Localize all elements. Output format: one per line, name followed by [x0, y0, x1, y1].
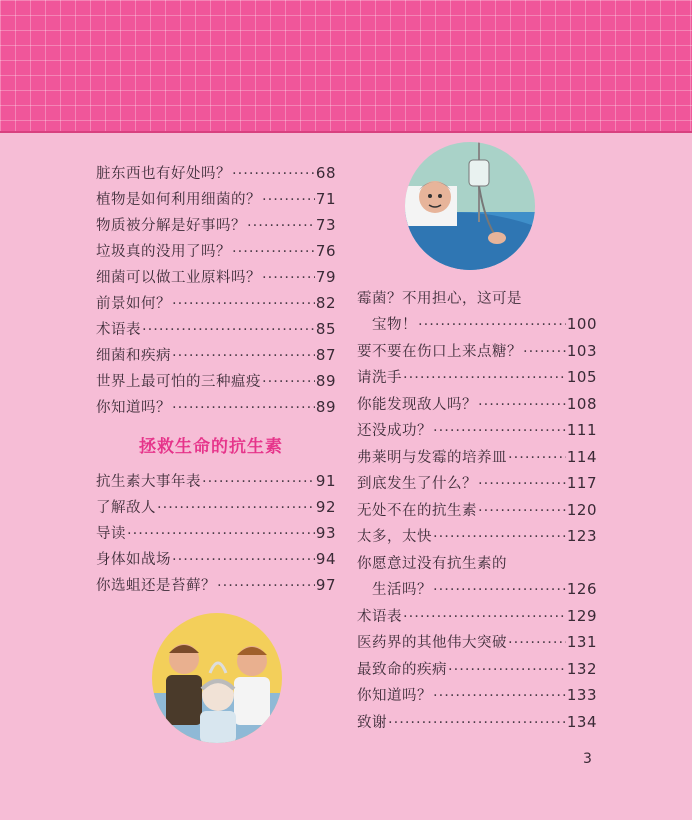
toc-entry[interactable]: [357, 419, 597, 440]
toc-entry[interactable]: [96, 344, 336, 365]
toc-leader-dots: [202, 474, 315, 490]
toc-entry-page: 132: [566, 660, 597, 678]
toc-entry-title: 弗莱明与发霉的培养皿: [357, 450, 507, 466]
toc-entry-title: 医药界的其他伟大突破: [357, 635, 507, 651]
toc-entry-title: 无处不在的抗生素: [357, 503, 477, 519]
toc-entry[interactable]: [96, 266, 336, 287]
toc-entry-title: 宝物！: [372, 317, 417, 333]
toc-entry-page: 91: [315, 472, 336, 490]
toc-entry-title: 你能发现敌人吗？: [357, 397, 477, 413]
toc-entry[interactable]: [96, 548, 336, 569]
toc-leader-dots: [478, 503, 566, 519]
toc-entry-page: 129: [566, 607, 597, 625]
toc-entry[interactable]: [357, 684, 597, 705]
toc-leader-dots: [172, 348, 315, 364]
toc-entry-title: 最致命的疾病: [357, 662, 447, 678]
toc-entry-page: 126: [566, 580, 597, 598]
toc-entry[interactable]: [357, 711, 597, 732]
toc-entry-title: 太多，太快: [357, 529, 432, 545]
toc-entry-page: 133: [566, 686, 597, 704]
toc-entry-title: 你选蛆还是苔藓？: [96, 578, 216, 594]
toc-leader-dots: [508, 450, 566, 466]
header-grid-band: [0, 0, 692, 133]
toc-entry[interactable]: [96, 396, 336, 417]
toc-entry[interactable]: [357, 472, 597, 493]
toc-entry-title: 致谢: [357, 715, 387, 731]
toc-leader-dots: [403, 370, 566, 386]
toc-entry-page: 94: [315, 550, 336, 568]
toc-entry[interactable]: [96, 318, 336, 339]
toc-entry[interactable]: [96, 470, 336, 491]
toc-entry[interactable]: [372, 578, 597, 599]
toc-entry-title: 术语表: [96, 322, 141, 338]
toc-entry-title: 植物是如何利用细菌的？: [96, 192, 261, 208]
toc-leader-dots: [247, 218, 315, 234]
page-number: 3: [583, 751, 592, 767]
toc-entry-page: 120: [566, 501, 597, 519]
toc-entry-page: 108: [566, 395, 597, 413]
toc-leader-dots: [403, 609, 566, 625]
toc-entry-title: 身体如战场: [96, 552, 171, 568]
toc-entry-page: 117: [566, 474, 597, 492]
toc-leader-dots: [127, 526, 315, 542]
toc-entry[interactable]: [96, 370, 336, 391]
toc-entry[interactable]: [357, 525, 597, 546]
toc-entry-title: 物质被分解是好事吗？: [96, 218, 246, 234]
toc-entry-page: 92: [315, 498, 336, 516]
toc-entry-page: 105: [566, 368, 597, 386]
toc-entry-page: 85: [315, 320, 336, 338]
toc-entry[interactable]: [96, 292, 336, 313]
toc-entry[interactable]: [96, 240, 336, 261]
toc-entry-page: 89: [315, 372, 336, 390]
toc-entry[interactable]: [372, 313, 597, 334]
toc-leader-dots: [157, 500, 315, 516]
toc-entry[interactable]: [96, 522, 336, 543]
toc-leader-dots: [433, 529, 566, 545]
toc-entry-title: 世界上最可怕的三种瘟疫: [96, 374, 261, 390]
toc-entry-title: 要不要在伤口上来点糖？: [357, 344, 522, 360]
toc-entry[interactable]: [96, 574, 336, 595]
toc-entry[interactable]: [357, 605, 597, 626]
toc-leader-dots: [433, 688, 566, 704]
toc-entry-title-line1[interactable]: 霉菌？不用担心，这可是: [357, 291, 522, 307]
toc-entry-page: 111: [566, 421, 597, 439]
toc-entry-page: 131: [566, 633, 597, 651]
toc-entry-title: 你知道吗？: [357, 688, 432, 704]
hospital-patient-illustration: [405, 142, 535, 270]
toc-leader-dots: [523, 344, 566, 360]
toc-entry-title: 生活吗？: [372, 582, 432, 598]
toc-entry[interactable]: [96, 496, 336, 517]
toc-entry[interactable]: [96, 188, 336, 209]
toc-entry-page: 79: [315, 268, 336, 286]
toc-entry-title-line1[interactable]: 你愿意过没有抗生素的: [357, 556, 507, 572]
toc-entry[interactable]: [357, 631, 597, 652]
doctors-illustration: [152, 613, 282, 743]
toc-entry-page: 114: [566, 448, 597, 466]
toc-leader-dots: [418, 317, 566, 333]
toc-entry[interactable]: [357, 340, 597, 361]
toc-entry-page: 73: [315, 216, 336, 234]
toc-entry-title: 导读: [96, 526, 126, 542]
toc-leader-dots: [388, 715, 566, 731]
section-title: 拯救生命的抗生素: [139, 437, 283, 457]
toc-entry[interactable]: [357, 446, 597, 467]
toc-entry-page: 68: [315, 164, 336, 182]
toc-leader-dots: [172, 400, 315, 416]
toc-entry-page: 103: [566, 342, 597, 360]
toc-entry[interactable]: [357, 366, 597, 387]
toc-entry-title: 抗生素大事年表: [96, 474, 201, 490]
toc-entry-page: 82: [315, 294, 336, 312]
toc-leader-dots: [262, 374, 315, 390]
toc-leader-dots: [433, 423, 566, 439]
toc-entry[interactable]: [357, 499, 597, 520]
toc-leader-dots: [232, 244, 315, 260]
toc-entry-title: 请洗手: [357, 370, 402, 386]
toc-leader-dots: [508, 635, 566, 651]
toc-entry-title: 细菌和疾病: [96, 348, 171, 364]
toc-entry-page: 71: [315, 190, 336, 208]
toc-entry-title: 细菌可以做工业原料吗？: [96, 270, 261, 286]
toc-leader-dots: [448, 662, 566, 678]
toc-entry-title: 还没成功？: [357, 423, 432, 439]
toc-leader-dots: [232, 166, 315, 182]
toc-leader-dots: [478, 476, 566, 492]
toc-leader-dots: [433, 582, 566, 598]
toc-entry-title: 垃圾真的没用了吗？: [96, 244, 231, 260]
toc-entry-page: 93: [315, 524, 336, 542]
toc-leader-dots: [142, 322, 315, 338]
toc-entry-title: 了解敌人: [96, 500, 156, 516]
toc-entry-title: 脏东西也有好处吗？: [96, 166, 231, 182]
toc-entry-page: 100: [566, 315, 597, 333]
toc-entry-page: 89: [315, 398, 336, 416]
toc-leader-dots: [172, 296, 315, 312]
toc-entry[interactable]: [357, 393, 597, 414]
toc-entry[interactable]: [357, 658, 597, 679]
toc-entry-title: 到底发生了什么？: [357, 476, 477, 492]
toc-entry-title: 你知道吗？: [96, 400, 171, 416]
toc-entry-page: 134: [566, 713, 597, 731]
toc-leader-dots: [262, 270, 315, 286]
toc-leader-dots: [478, 397, 566, 413]
toc-leader-dots: [217, 578, 315, 594]
toc-leader-dots: [262, 192, 315, 208]
toc-entry-page: 123: [566, 527, 597, 545]
toc-entry-title: 术语表: [357, 609, 402, 625]
toc-leader-dots: [172, 552, 315, 568]
toc-entry-page: 97: [315, 576, 336, 594]
toc-entry-page: 87: [315, 346, 336, 364]
toc-entry-page: 76: [315, 242, 336, 260]
toc-entry[interactable]: [96, 162, 336, 183]
toc-entry[interactable]: [96, 214, 336, 235]
toc-entry-title: 前景如何？: [96, 296, 171, 312]
